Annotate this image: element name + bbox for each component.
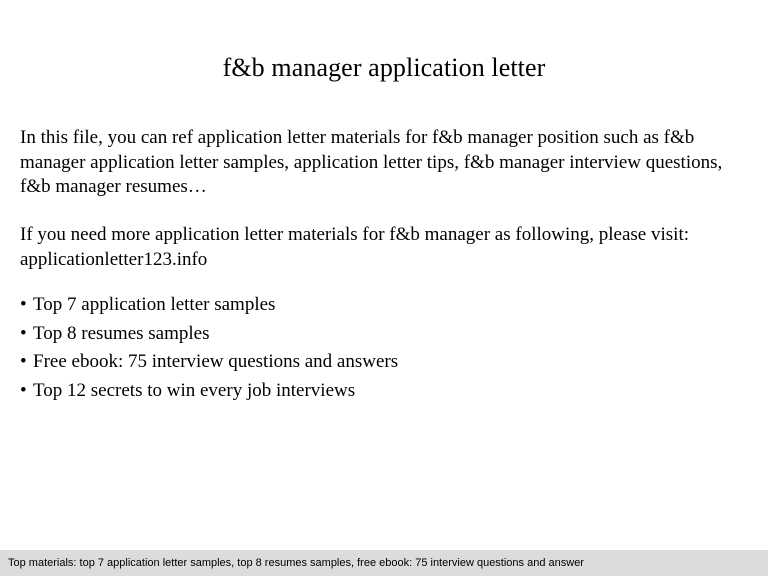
visit-paragraph: If you need more application letter materials for f&b manager as following, please visit: applicationletter123.info bbox=[20, 224, 689, 270]
list-item bbox=[20, 320, 755, 349]
list-item-label: Top 8 resumes samples bbox=[33, 322, 210, 344]
list-item-label: Top 12 secrets to win every job interviews bbox=[33, 379, 356, 401]
list-item bbox=[20, 377, 755, 406]
footer-bar bbox=[0, 550, 768, 576]
slide-title: f&b manager application letter bbox=[222, 53, 546, 82]
resource-list bbox=[20, 291, 755, 405]
intro-paragraph: In this file, you can ref application letter materials for f&b manager position such as f&b manager application letter samples, application letter tips, f&b manager interview questions, f&b manager resumes… bbox=[20, 127, 723, 197]
list-item bbox=[20, 348, 755, 377]
bullet-icon: • bbox=[20, 322, 27, 344]
list-item-label: Free ebook: 75 interview questions and answers bbox=[33, 351, 399, 372]
bullet-icon: • bbox=[20, 294, 27, 315]
bullet-icon: • bbox=[20, 351, 27, 372]
list-item-label: Top 7 application letter samples bbox=[33, 294, 276, 315]
bullet-icon: • bbox=[20, 379, 27, 401]
footer-text: Top materials: top 7 application letter samples, top 8 resumes samples, free ebook: 75 interview questions and answer bbox=[8, 557, 584, 569]
list-item bbox=[20, 291, 755, 320]
